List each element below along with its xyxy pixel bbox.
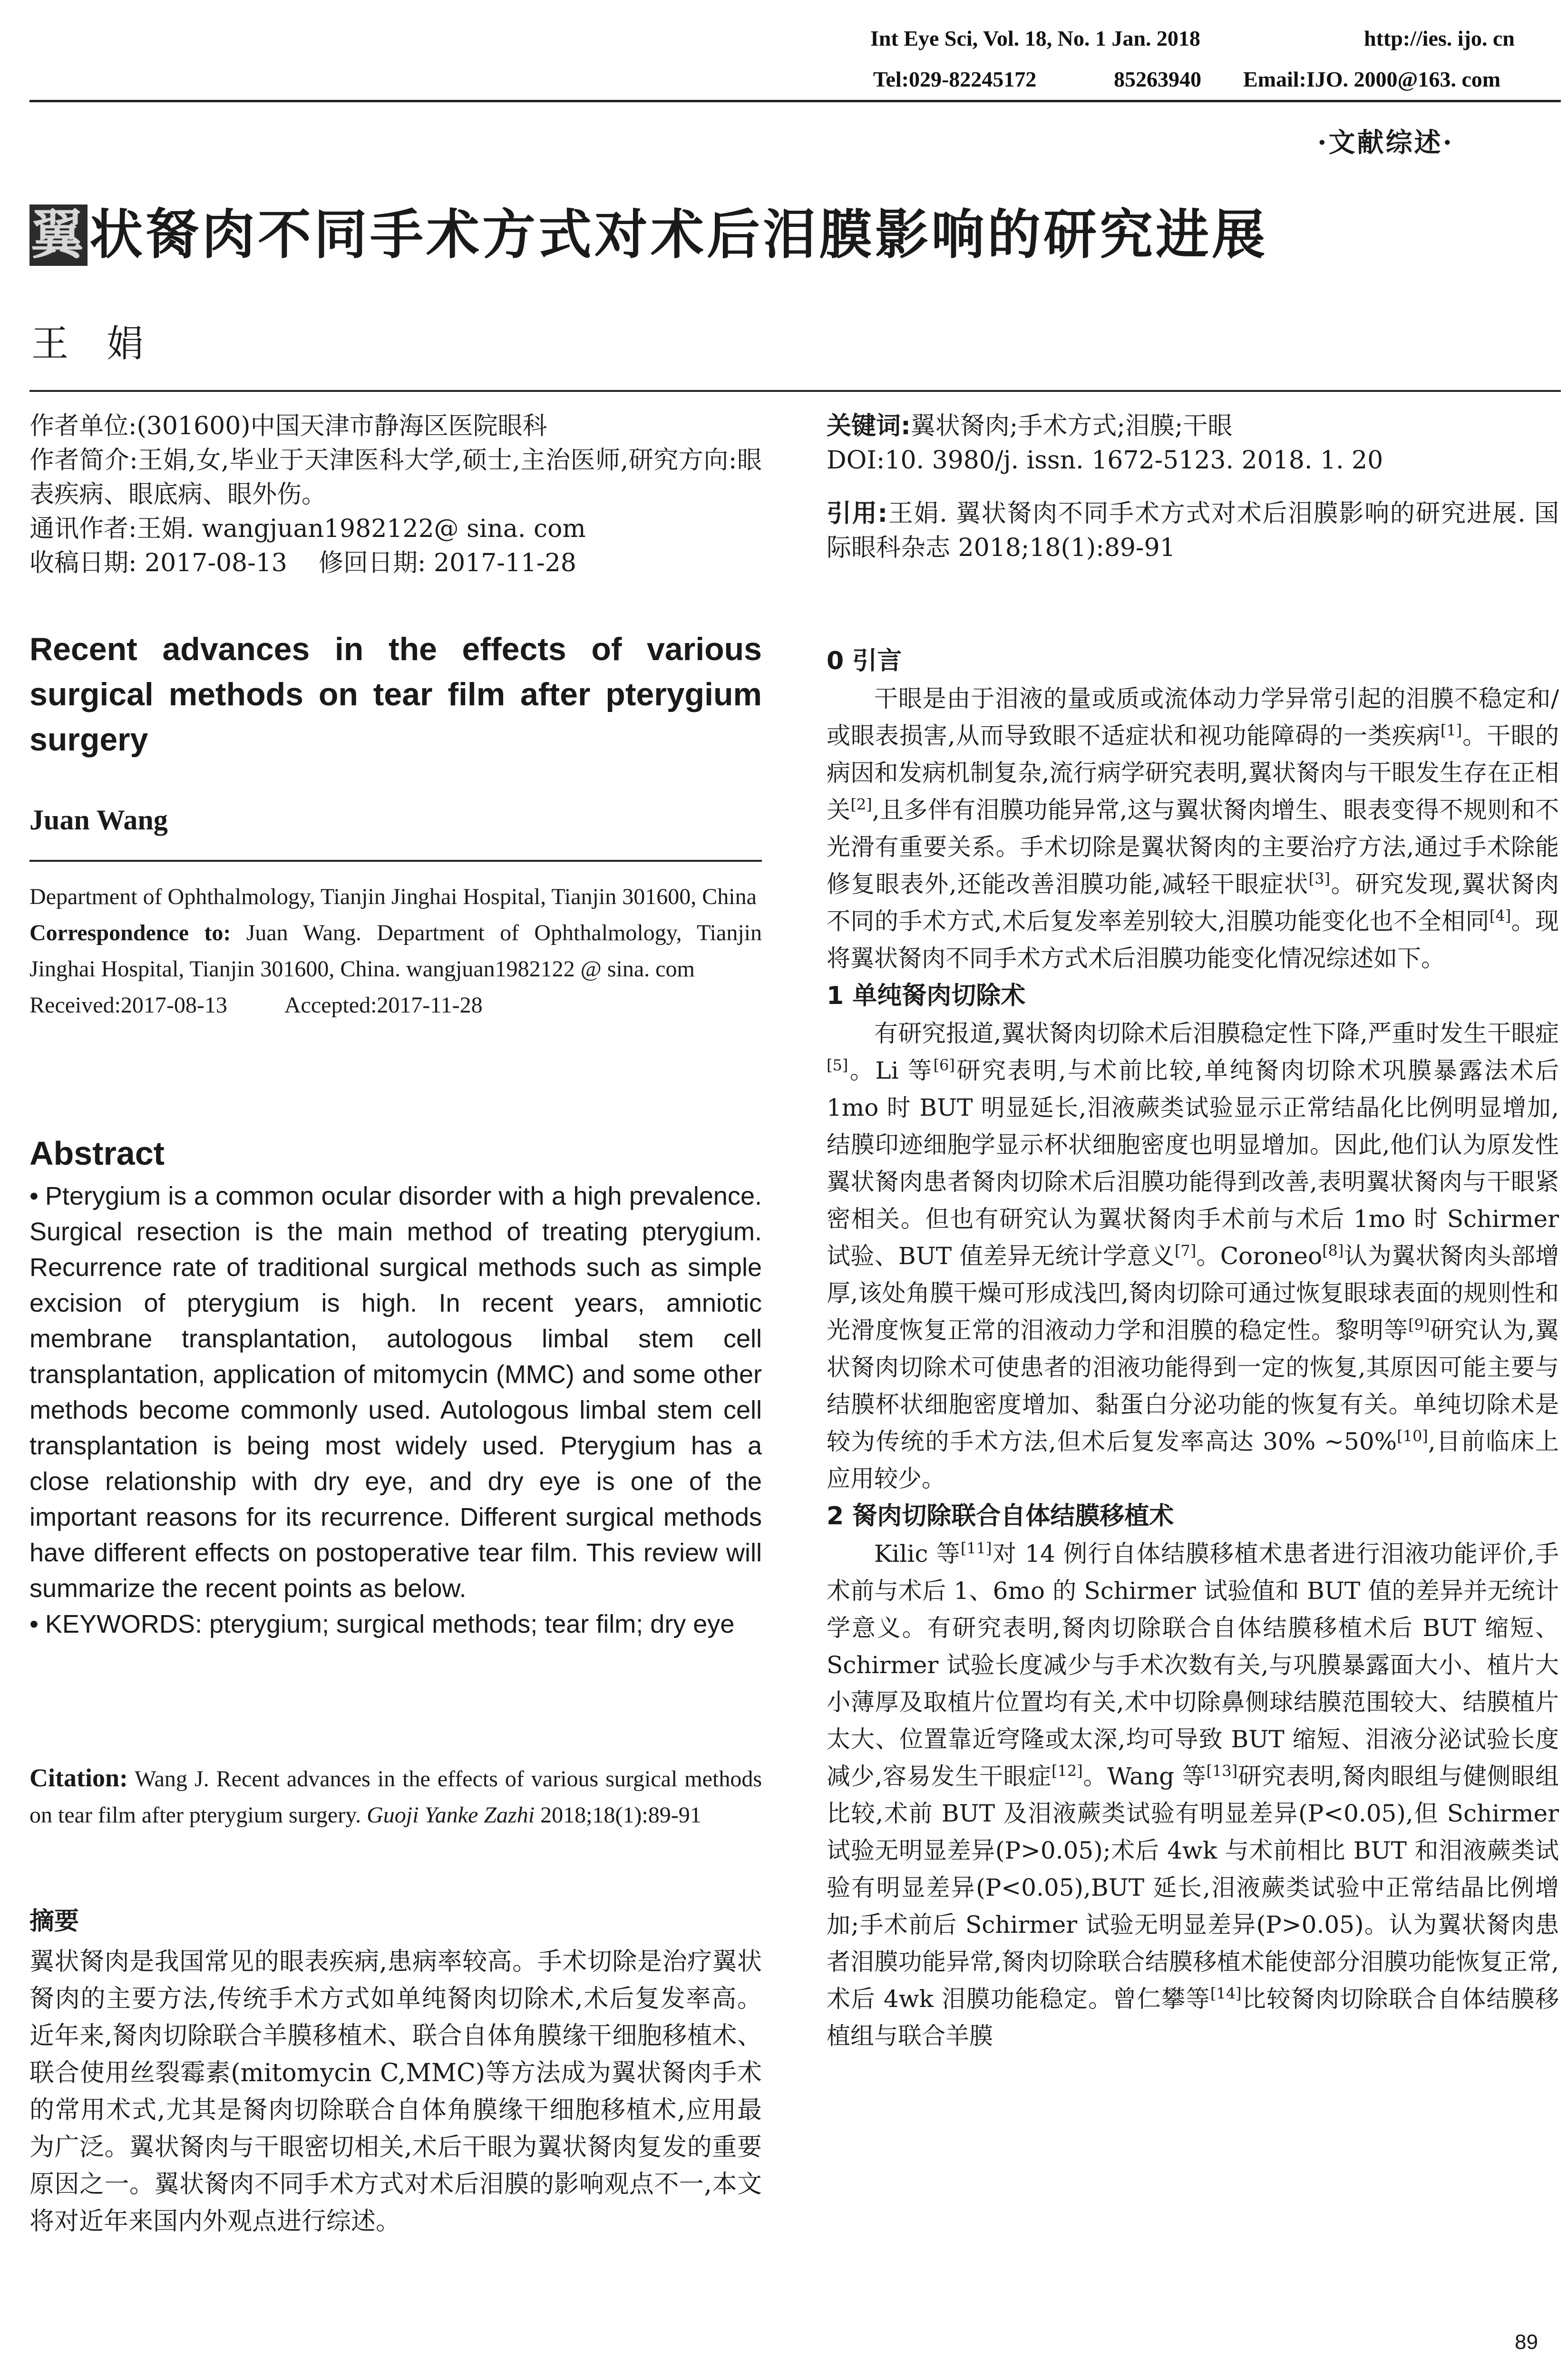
intro-paragraph: 干眼是由于泪液的量或质或流体动力学异常引起的泪膜不稳定和/或眼表损害,从而导致眼不适症状和视功能障碍的一类疾病[1]。干眼的病因和发病机制复杂,流行病学研究表明,翼状胬肉与干眼发生存在正相关[2],且多伴有泪膜功能异常,这与翼状胬肉增生、眼表变得不规则和不光滑有重要关系。手术切除是翼状胬肉的主要治疗方法,通过手术除能修复眼表外,还能改善泪膜功能,减轻干眼症状[3]。研究发现,翼状胬肉不同的手术方式,术后复发率差别较大,泪膜功能变化也不全相同[4]。现将翼状胬肉不同手术方式术后泪膜功能变化情况综述如下。 — [827, 685, 1559, 972]
info-affiliation: 作者单位:(301600)中国天津市静海区医院眼科 — [29, 412, 547, 440]
citation-cn-text: 王娟. 翼状胬肉不同手术方式对术后泪膜影响的研究进展. 国际眼科杂志 2018;18(1):89-91 — [827, 499, 1559, 562]
correspondence-label: Correspondence to: — [29, 920, 231, 945]
abstract-body: • Pterygium is a common ocular disorder with a high prevalence. Surgical resection is the main method of treating pterygium. Recurrence rate of traditional surgical methods such as simple excision of pterygium is high. In recent years, amniotic membrane transplantation, autologous limbal stem cell transplantation, application of mitomycin (MMC) and some other methods become commonly used. Autologous limbal stem cell transplantation is being most widely used. Pterygium has a close relationship with dry eye, and dry eye is one of the important reasons for its recurrence. Different surgical methods have different effects on postoperative tear film. This review will summarize the recent points as below. — [29, 1179, 762, 1607]
title-cn — [29, 205, 1268, 266]
journal-email: Email:IJO. 2000@163. com — [1243, 67, 1501, 91]
ref-7: [7] — [1174, 1241, 1197, 1260]
ref-10: [10] — [1397, 1427, 1428, 1445]
intro-heading: 0 引言 — [827, 647, 902, 675]
section-tag: ·文献综述· — [1317, 127, 1454, 158]
title-en: Recent advances in the effects of various surgical methods on tear film after pterygium surgery — [29, 631, 762, 758]
section1-paragraph: 有研究报道,翼状胬肉切除术后泪膜稳定性下降,严重时发生干眼症[5]。Li 等[6]研究表明,与术前比较,单纯胬肉切除术巩膜暴露法术后 1mo 时 BUT 明显延长,泪液蕨类试验显示正常结晶化比例明显增加,结膜印迹细胞学显示杯状细胞密度也明显增加。因此,他们认为原发性翼状胬肉患者胬肉切除术后泪膜功能得到改善,表明翼状胬肉与干眼紧密相关。但也有研究认为翼状胬肉手术前与术后 1mo 时 Schirmer 试验、BUT 值差异无统计学意义[7]。Coroneo[8]认为翼状胬肉头部增厚,该处角膜干燥可形成浅凹,胬肉切除可通过恢复眼球表面的规则性和光滑度恢复正常的泪液动力学和泪膜的稳定性。黎明等[9]研究认为,翼状胬肉切除术可使患者的泪液功能得到一定的恢复,其原因可能主要与结膜杯状细胞密度增加、黏蛋白分泌功能的恢复有关。单纯切除术是较为传统的手术方法,但术后复发率高达 30% ~50%[10],目前临床上应用较少。 — [827, 1020, 1559, 1492]
citation-en-text: Wang J. Recent advances in the effects of various surgical methods on tear film after pterygium surgery. — [29, 1766, 762, 1828]
abstract-cn-body: 翼状胬肉是我国常见的眼表疾病,患病率较高。手术切除是治疗翼状胬肉的主要方法,传统手术方式如单纯胬肉切除术,术后复发率高。近年来,胬肉切除联合羊膜移植术、联合自体角膜缘干细胞移植术、联合使用丝裂霉素(mitomycin C,MMC)等方法成为翼状胬肉手术的常用术式,尤其是胬肉切除联合自体角膜缘干细胞移植术,应用最为广泛。翼状胬肉与干眼密切相关,术后干眼为翼状胬肉复发的重要原因之一。翼状胬肉不同手术方式对术后泪膜的影响观点不一,本文将对近年来国内外观点进行综述。 — [29, 1948, 762, 2236]
journal-url: http://ies. ijo. cn — [1364, 26, 1515, 50]
doi: DOI:10. 3980/j. issn. 1672-5123. 2018. 1. 20 — [827, 446, 1383, 475]
info-corresponding: 通讯作者:王娟. wangjuan1982122@ sina. com — [29, 515, 586, 543]
citation-cn-label: 引用: — [827, 499, 888, 528]
abstract-keywords: • KEYWORDS: pterygium; surgical methods; tear film; dry eye — [29, 1607, 762, 1642]
info-dates: 收稿日期: 2017-08-13 修回日期: 2017-11-28 — [29, 549, 576, 577]
ref-14: [14] — [1210, 1984, 1242, 2003]
author-en: Juan Wang — [29, 804, 168, 836]
keywords-label: 关键词: — [827, 412, 911, 440]
info-bio: 作者简介:王娟,女,毕业于天津医科大学,硕士,主治医师,研究方向:眼表疾病、眼底病、眼外伤。 — [29, 446, 762, 509]
ref-13: [13] — [1206, 1762, 1238, 1780]
title-cn-text: 状胬肉不同手术方式对术后泪膜影响的研究进展 — [89, 204, 1268, 266]
ref-8: [8] — [1322, 1241, 1344, 1260]
citation-en — [29, 1760, 762, 1833]
ref-5: [5] — [827, 1056, 848, 1074]
citation-en-journal: Guoji Yanke Zazhi — [367, 1802, 535, 1828]
ref-11: [11] — [960, 1539, 992, 1558]
section1-heading: 1 单纯胬肉切除术 — [827, 982, 1026, 1010]
keywords-block — [827, 409, 1559, 565]
section2-paragraph: Kilic 等[11]对 14 例行自体结膜移植术患者进行泪液功能评价,手术前与术后 1、6mo 的 Schirmer 试验值和 BUT 值的差异并无统计学意义。有研究表明,胬肉切除联合自体结膜移植术后 BUT 缩短、Schirmer 试验长度减少与手术次数有关,与巩膜暴露面大小、植片大小薄厚及取植片位置均有关,术中切除鼻侧球结膜范围较大、结膜植片太大、位置靠近穹隆或太深,均可导致 BUT 缩短、泪液分泌试验长度减少,容易发生干眼症[12]。Wang 等[13]研究表明,胬肉眼组与健侧眼组比较,术前 BUT 及泪液蕨类试验有明显差异(P<0.05),但 Schirmer 试验无明显差异(P>0.05);术后 4wk 与术前相比 BUT 和泪液蕨类试验有明显差异(P<0.05),BUT 延长,泪液蕨类试验中正常结晶比例增加;手术前后 Schirmer 试验无明显差异(P>0.05)。认为翼状胬肉患者泪膜功能异常,胬肉切除联合结膜移植术能使部分泪膜功能恢复正常,术后 4wk 泪膜功能稳定。曾仁攀等[14]比较胬肉切除联合自体结膜移植组与联合羊膜 — [827, 1539, 1559, 2050]
page-number: 89 — [1515, 2330, 1538, 2354]
keywords-text: 翼状胬肉;手术方式;泪膜;干眼 — [910, 412, 1233, 440]
citation-en-label: Citation: — [29, 1763, 128, 1792]
journal-info: Int Eye Sci, Vol. 18, No. 1 Jan. 2018 — [870, 26, 1200, 50]
ref-3: [3] — [1308, 869, 1330, 888]
title-rule — [29, 390, 1561, 392]
author-info — [29, 409, 762, 580]
ref-9: [9] — [1408, 1315, 1430, 1334]
ref-1: [1] — [1440, 721, 1462, 740]
correspondence-text: Juan Wang. Department of Ophthalmology, Tianjin Jinghai Hospital, Tianjin 301600, China. wangjuan1982122 @ sina. com — [29, 920, 762, 982]
abstract-cn-heading: 摘要 — [29, 1907, 79, 1936]
department-en: Department of Ophthalmology, Tianjin Jinghai Hospital, Tianjin 301600, China — [29, 884, 757, 909]
abstract-heading: Abstract — [29, 1135, 165, 1172]
ref-4: [4] — [1489, 906, 1511, 925]
abstract-en — [29, 1179, 762, 1642]
affiliation-en — [29, 879, 762, 1023]
author-cn: 王娟 — [31, 322, 182, 365]
ref-2: [2] — [850, 795, 872, 814]
citation-en-tail: 2018;18(1):89-91 — [535, 1802, 701, 1828]
journal-tel: Tel:029-82245172 — [873, 67, 1037, 91]
title-initial: 翼 — [30, 204, 87, 266]
header-rule — [29, 100, 1561, 102]
received-date: Received:2017-08-13 — [29, 993, 227, 1018]
journal-tel2: 85263940 — [1114, 67, 1201, 91]
section2-heading: 2 胬肉切除联合自体结膜移植术 — [827, 1502, 1174, 1530]
accepted-date: Accepted:2017-11-28 — [284, 993, 483, 1018]
ref-12: [12] — [1051, 1762, 1083, 1780]
ref-6: [6] — [933, 1056, 955, 1074]
main-text — [827, 642, 1559, 2055]
author-rule — [29, 860, 762, 862]
